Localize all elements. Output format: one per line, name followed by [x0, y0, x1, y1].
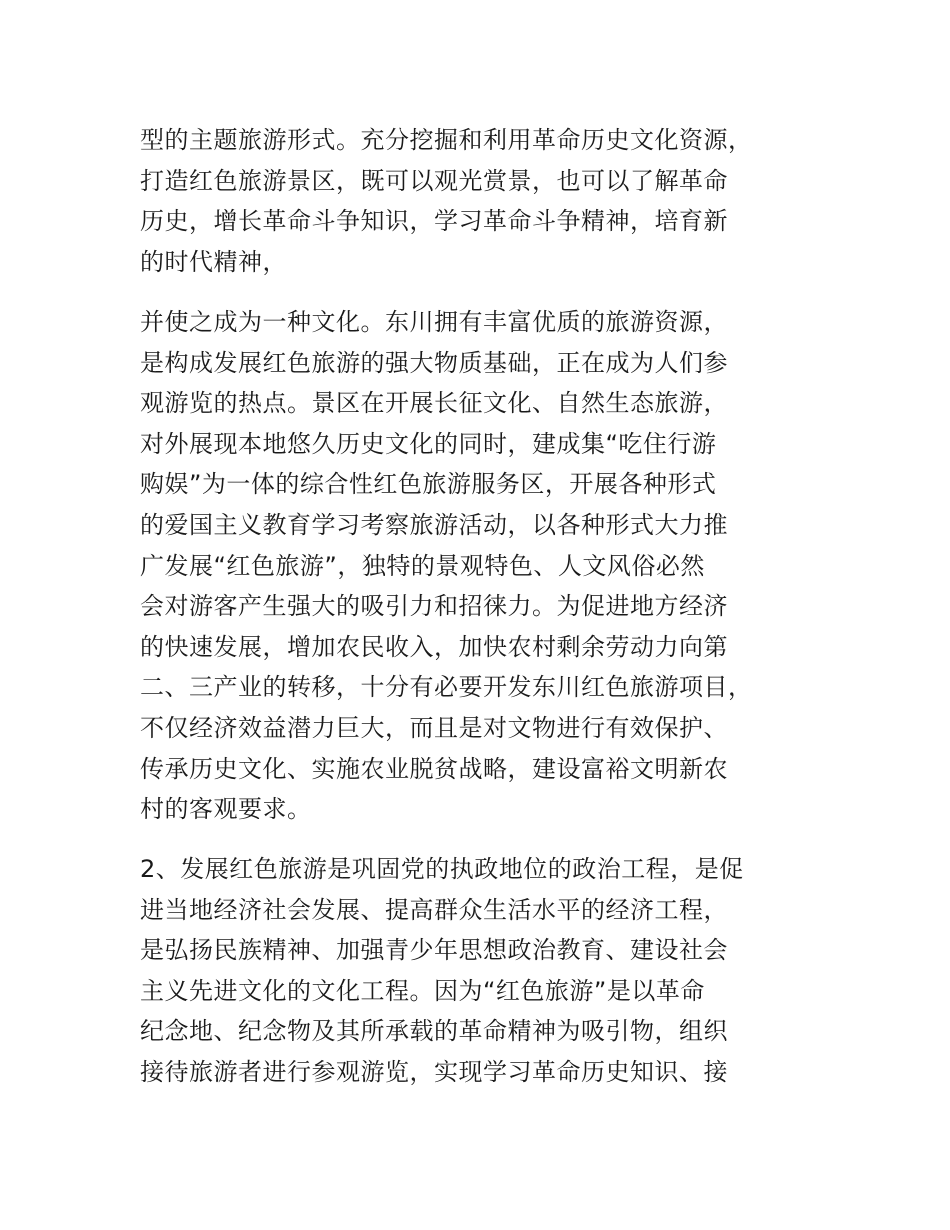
text-line: 的时代精神， — [140, 247, 287, 276]
text-line: 村的客观要求。 — [140, 795, 312, 824]
text-line: 传承历史文化、实施农业脱贫战略，建设富裕文明新农 — [140, 754, 728, 783]
text-line: 购娱”为一体的综合性红色旅游服务区，开展各种形式 — [140, 470, 717, 499]
text-line: 会对游客产生强大的吸引力和招徕力。为促进地方经济 — [140, 592, 728, 621]
text-line: 不仅经济效益潜力巨大，而且是对文物进行有效保护、 — [140, 713, 728, 742]
text-line: 的快速发展，增加农民收入，加快农村剩余劳动力向第 — [140, 632, 728, 661]
paragraph-2 — [140, 302, 820, 830]
text-line: 广发展“红色旅游”，独特的景观特色、人文风俗必然 — [140, 551, 705, 580]
text-line: 并使之成为一种文化。东川拥有丰富优质的旅游资源， — [140, 308, 728, 336]
paragraph-1 — [140, 120, 820, 282]
paragraph-3 — [140, 849, 820, 1093]
text-line: 二、三产业的转移，十分有必要开发东川红色旅游项目， — [140, 673, 753, 702]
text-line: 打造红色旅游景区，既可以观光赏景，也可以了解革命 — [140, 166, 728, 195]
text-line: 进当地经济社会发展、提高群众生活水平的经济工程， — [140, 895, 728, 924]
text-line: 是弘扬民族精神、加强青少年思想政治教育、建设社会 — [140, 936, 728, 965]
text-line: 是构成发展红色旅游的强大物质基础，正在成为人们参 — [140, 348, 728, 377]
text-line: 型的主题旅游形式。充分挖掘和利用革命历史文化资源， — [140, 126, 753, 154]
text-line: 历史，增长革命斗争知识，学习革命斗争精神，培育新 — [140, 207, 728, 236]
text-line: 纪念地、纪念物及其所承载的革命精神为吸引物，组织 — [140, 1017, 728, 1046]
text-line: 的爱国主义教育学习考察旅游活动，以各种形式大力推 — [140, 510, 728, 539]
text-line: 主义先进文化的文化工程。因为“红色旅游”是以革命 — [140, 976, 705, 1005]
text-line: 观游览的热点。景区在开展长征文化、自然生态旅游， — [140, 389, 728, 418]
text-line: 对外展现本地悠久历史文化的同时，建成集“吃住行游 — [140, 429, 717, 458]
text-line: 2、发展红色旅游是巩固党的执政地位的政治工程，是促 — [140, 855, 744, 883]
text-line: 接待旅游者进行参观游览，实现学习革命历史知识、接 — [140, 1057, 728, 1086]
